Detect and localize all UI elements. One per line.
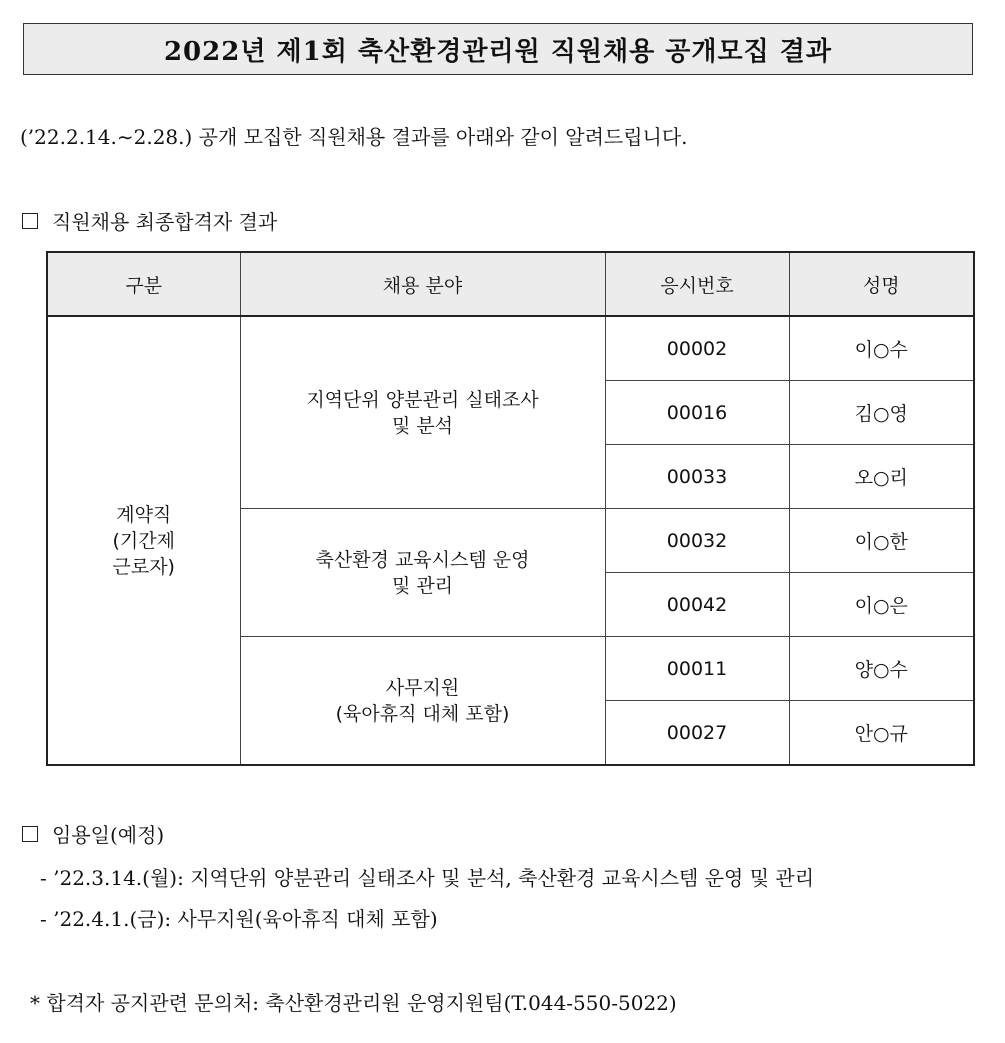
section-heading-appointment-text: 임용일(예정) (52, 823, 165, 847)
field-cell (240, 637, 605, 766)
checkbox-square-icon (22, 826, 38, 842)
number-cell: 00027 (605, 701, 789, 766)
section-heading-appointment (22, 819, 164, 848)
page-title-text: 2022년 제1회 축산환경관리원 직원채용 공개모집 결과 (163, 36, 833, 67)
results-table (46, 251, 975, 766)
table-header-row (47, 252, 974, 316)
inquiry-text: * 합격자 공지관련 문의처: 축산환경관리원 운영지원팀(T.044-550-5022) (30, 991, 677, 1015)
section-heading-results-text: 직원채용 최종합격자 결과 (52, 210, 278, 234)
appointment-item: - ’22.4.1.(금): 사무지원(육아휴직 대체 포함) (40, 907, 438, 931)
field-line: 지역단위 양분관리 실태조사 (306, 388, 539, 411)
number-cell: 00002 (605, 316, 789, 381)
field-line: 사무지원 (385, 676, 460, 699)
field-cell (240, 509, 605, 637)
page-title (23, 23, 973, 75)
name-cell: 이○수 (789, 316, 974, 381)
appointment-item: - ’22.3.14.(월): 지역단위 양분관리 실태조사 및 분석, 축산환경 교육시스템 운영 및 관리 (40, 866, 815, 890)
category-line: 근로자) (112, 555, 175, 578)
field-cell (240, 316, 605, 509)
number-cell: 00033 (605, 445, 789, 509)
header-name: 성명 (789, 252, 974, 316)
field-line: 및 관리 (391, 574, 454, 597)
number-cell: 00016 (605, 381, 789, 445)
name-cell: 이○한 (789, 509, 974, 573)
header-field: 채용 분야 (240, 252, 605, 316)
name-cell: 오○리 (789, 445, 974, 509)
header-category: 구분 (47, 252, 240, 316)
number-cell: 00011 (605, 637, 789, 701)
header-number: 응시번호 (605, 252, 789, 316)
number-cell: 00032 (605, 509, 789, 573)
field-line: (육아휴직 대체 포함) (335, 702, 510, 725)
field-line: 및 분석 (391, 414, 454, 437)
table-row (47, 316, 974, 381)
number-cell: 00042 (605, 573, 789, 637)
name-cell: 김○영 (789, 381, 974, 445)
category-cell (47, 316, 240, 765)
field-line: 축산환경 교육시스템 운영 (315, 548, 530, 571)
name-cell: 안○규 (789, 701, 974, 766)
intro-text: (’22.2.14.∼2.28.) 공개 모집한 직원채용 결과를 아래와 같이 알려드립니다. (20, 125, 688, 149)
checkbox-square-icon (22, 213, 38, 229)
category-line: 계약직 (116, 503, 172, 526)
section-heading-results (22, 206, 277, 235)
category-line: (기간제 (112, 529, 175, 552)
name-cell: 이○은 (789, 573, 974, 637)
name-cell: 양○수 (789, 637, 974, 701)
